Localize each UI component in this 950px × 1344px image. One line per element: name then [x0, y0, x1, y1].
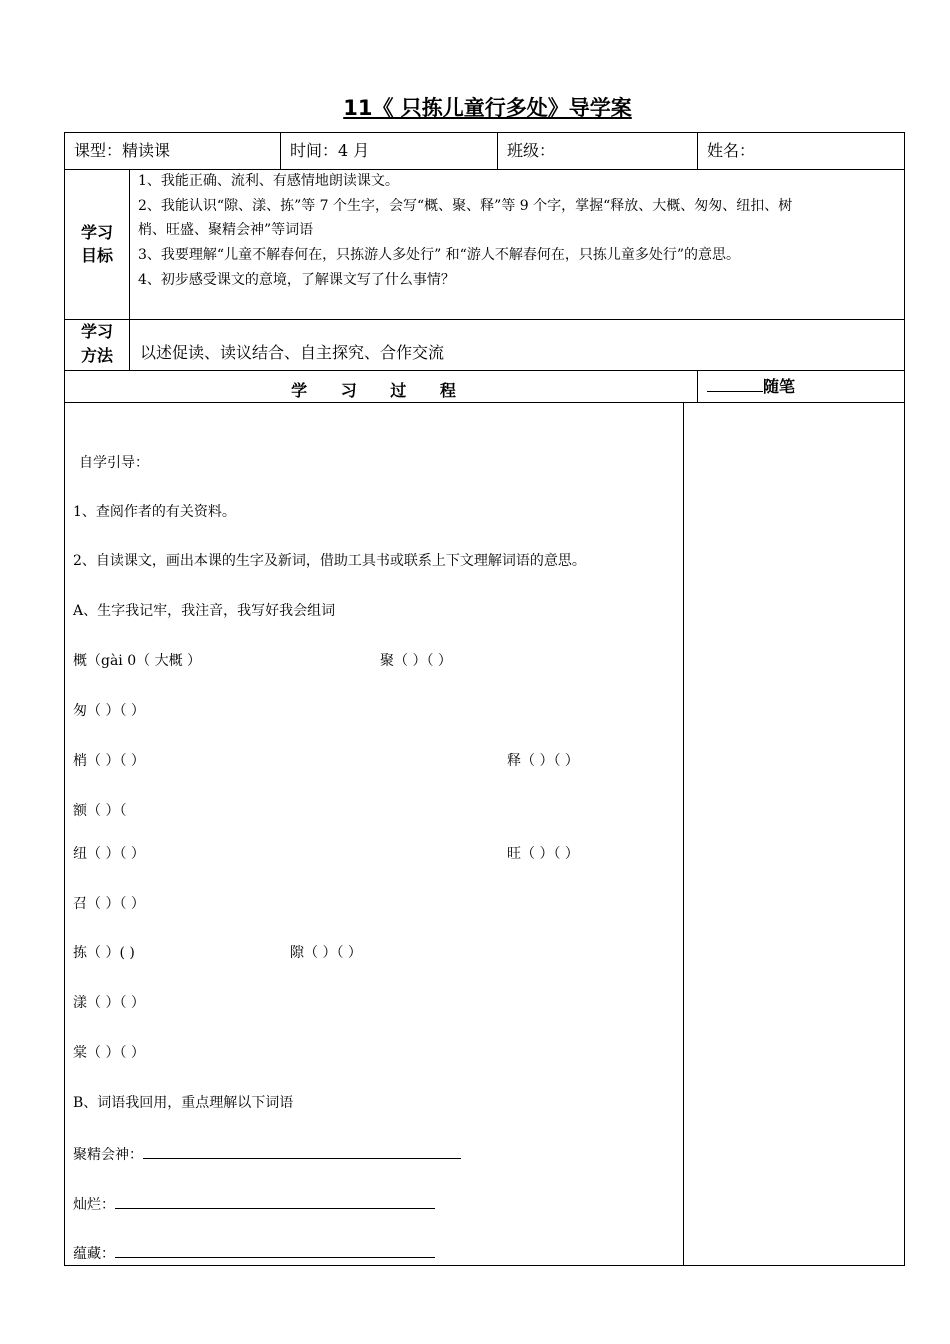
word-label: 聚精会神： — [73, 1147, 143, 1163]
goal-line: 梢、旺盛、聚精会神”等词语 — [138, 222, 314, 238]
char-item: 拣（ ）( ) — [73, 945, 135, 961]
char-item: 隙（ ）（ ） — [290, 945, 362, 961]
part-a-heading: A、生字我记牢，我注音，我写好我会组词 — [73, 603, 336, 619]
step-1: 1、查阅作者的有关资料。 — [73, 504, 236, 520]
row-divider — [64, 319, 905, 320]
process-header: 学 习 过 程 — [291, 381, 470, 400]
notes-header — [707, 374, 795, 397]
col-divider — [280, 132, 281, 169]
time-field: 时间：4 月 — [290, 141, 370, 160]
char-item: 棠（ ）（ ） — [73, 1045, 145, 1061]
goal-line: 4、初步感受课文的意境，了解课文写了什么事情？ — [138, 272, 455, 288]
col-divider — [683, 402, 684, 1266]
word-item — [73, 1144, 461, 1164]
step-2: 2、自读课文，画出本课的生字及新词，借助工具书或联系上下文理解词语的意思。 — [73, 553, 586, 569]
char-item: 额（ ）（ — [73, 803, 127, 819]
part-b-heading: B、词语我回用，重点理解以下词语 — [73, 1095, 294, 1111]
class-field: 班级： — [507, 141, 556, 160]
answer-blank[interactable] — [143, 1144, 461, 1159]
course-type-field: 课型：精读课 — [74, 141, 171, 160]
method-text: 以述促读、读议结合、自主探究、合作交流 — [140, 343, 445, 362]
char-item: 匆（ ）（ ） — [73, 703, 145, 719]
word-label: 灿烂： — [73, 1197, 115, 1213]
char-item: 召（ ）（ ） — [73, 896, 145, 912]
goal-line: 2、我能认识“隙、漾、拣”等 7 个生字，会写“概、聚、释”等 9 个字，掌握“释放、大概、匆匆、纽扣、树 — [138, 198, 793, 214]
goal-line: 1、我能正确、流利、有感情地朗读课文。 — [138, 173, 399, 189]
word-label: 蕴藏： — [73, 1246, 115, 1262]
col-divider — [129, 169, 130, 370]
col-divider — [697, 132, 698, 169]
intro-text: 自学引导： — [79, 455, 149, 471]
char-item: 纽（ ）（ ） — [73, 846, 145, 862]
answer-blank[interactable] — [115, 1194, 435, 1209]
col-divider — [497, 132, 498, 169]
col-divider — [697, 370, 698, 402]
char-item: 梢（ ）（ ） — [73, 753, 145, 769]
goal-line: 3、我要理解“儿童不解春何在，只拣游人多处行” 和“游人不解春何在，只拣儿童多处行”的意思。 — [138, 247, 740, 263]
char-item: 漾（ ）（ ） — [73, 995, 145, 1011]
word-item — [73, 1243, 435, 1263]
notes-header-label: 随笔 — [763, 377, 796, 396]
goals-label-2: 目标 — [80, 246, 113, 265]
answer-blank[interactable] — [115, 1243, 435, 1258]
name-field: 姓名： — [707, 141, 756, 160]
word-item — [73, 1194, 435, 1214]
method-label-1: 学习 — [80, 322, 113, 341]
document-title: 11《 只拣儿童行多处》导学案 — [343, 96, 632, 120]
row-divider — [64, 370, 905, 371]
method-label-2: 方法 — [80, 346, 113, 365]
char-item: 概（gài 0（ 大概 ） — [73, 653, 202, 669]
char-item: 旺（ ）（ ） — [507, 846, 579, 862]
goals-label-1: 学习 — [80, 223, 113, 242]
row-divider — [64, 402, 905, 403]
char-item: 聚（ ）（ ） — [380, 653, 452, 669]
row-divider — [64, 169, 905, 170]
char-item: 释（ ）（ ） — [507, 753, 579, 769]
